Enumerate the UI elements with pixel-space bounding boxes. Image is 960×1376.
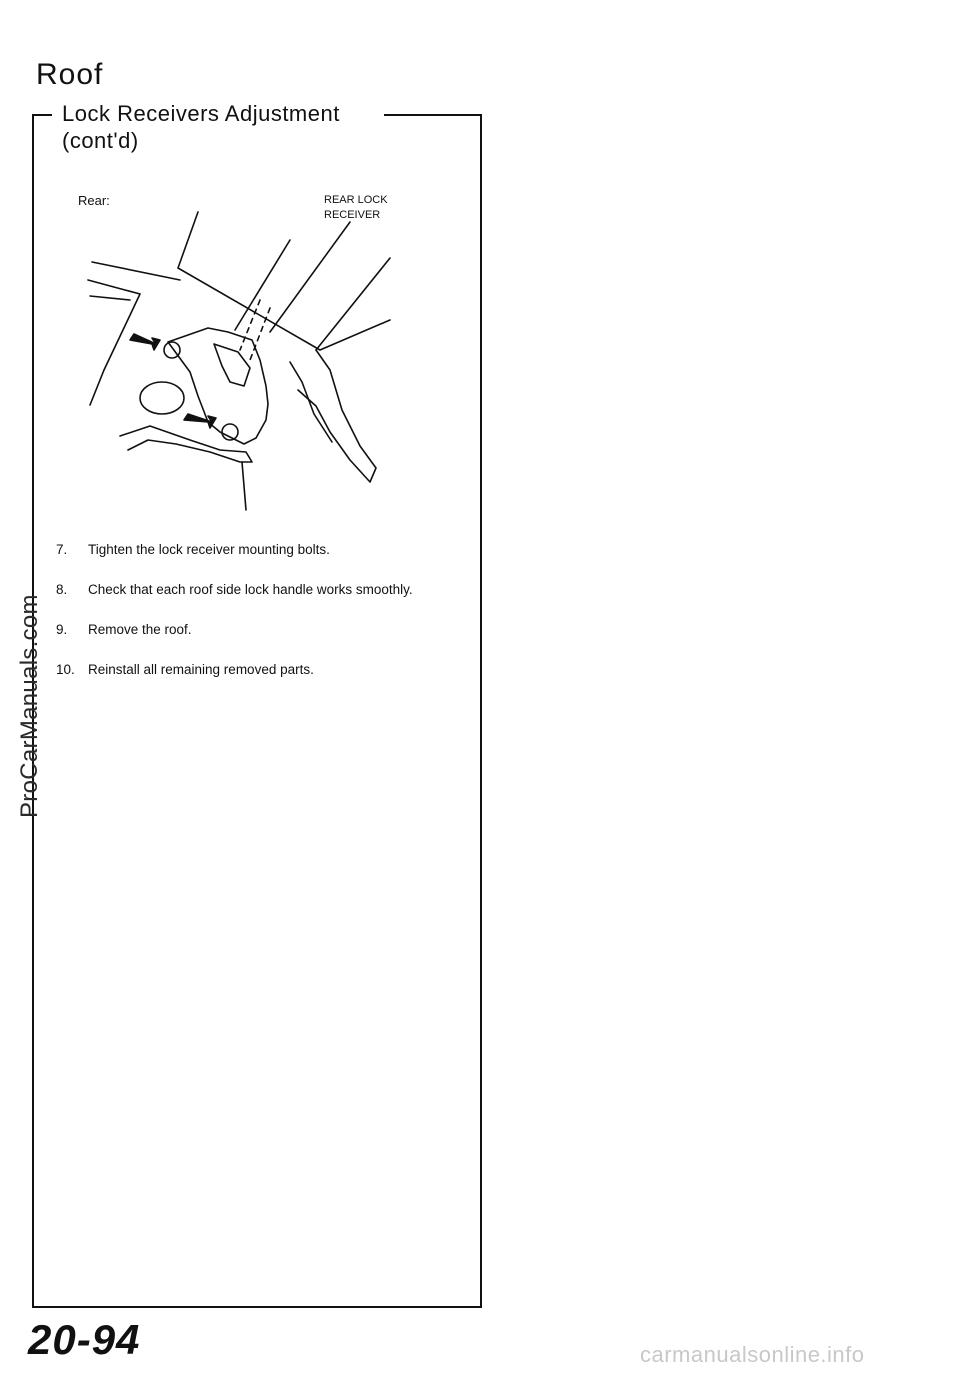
step-text: Check that each roof side lock handle works smoothly. <box>88 582 413 597</box>
step-item <box>56 542 476 582</box>
cable-harness <box>120 426 252 462</box>
footer-site-watermark: carmanualsonline.info <box>640 1342 865 1367</box>
step-item <box>56 582 476 622</box>
step-number: 9. <box>56 622 68 637</box>
dashed-guide-lines <box>240 300 270 360</box>
side-pillar-curve <box>298 350 376 482</box>
rear-lock-receiver-callout: REAR LOCK RECEIVER <box>324 194 388 221</box>
step-item <box>56 662 476 702</box>
roof-pillar-outline <box>178 212 390 350</box>
upper-bolt <box>164 342 180 358</box>
page-title: Roof <box>36 58 104 91</box>
body-oval-hole <box>140 382 184 414</box>
step-item <box>56 622 476 662</box>
step-text: Remove the roof. <box>88 622 192 637</box>
rear-lock-receiver-illustration <box>80 200 460 520</box>
callout-leader-line <box>270 222 350 332</box>
figure-caption: Rear: <box>78 193 110 208</box>
side-watermark: ProCarManuals.com <box>16 594 43 818</box>
step-number: 10. <box>56 662 75 677</box>
lower-arrow-icon <box>184 414 216 428</box>
section-title-line2: (cont'd) <box>62 128 139 153</box>
step-text: Tighten the lock receiver mounting bolts. <box>88 542 330 557</box>
section-title <box>62 100 340 154</box>
procedure-steps <box>56 542 476 702</box>
section-title-line1: Lock Receivers Adjustment <box>62 101 340 126</box>
receiver-latch <box>214 344 250 386</box>
step-number: 7. <box>56 542 68 557</box>
step-number: 8. <box>56 582 68 597</box>
frame-top-left-rule <box>32 114 52 116</box>
lower-stem-line <box>242 462 246 510</box>
step-text: Reinstall all remaining removed parts. <box>88 662 314 677</box>
page-number: 20-94 <box>28 1316 141 1363</box>
frame-top-right-rule <box>384 114 480 116</box>
upper-arrow-icon <box>130 334 160 350</box>
